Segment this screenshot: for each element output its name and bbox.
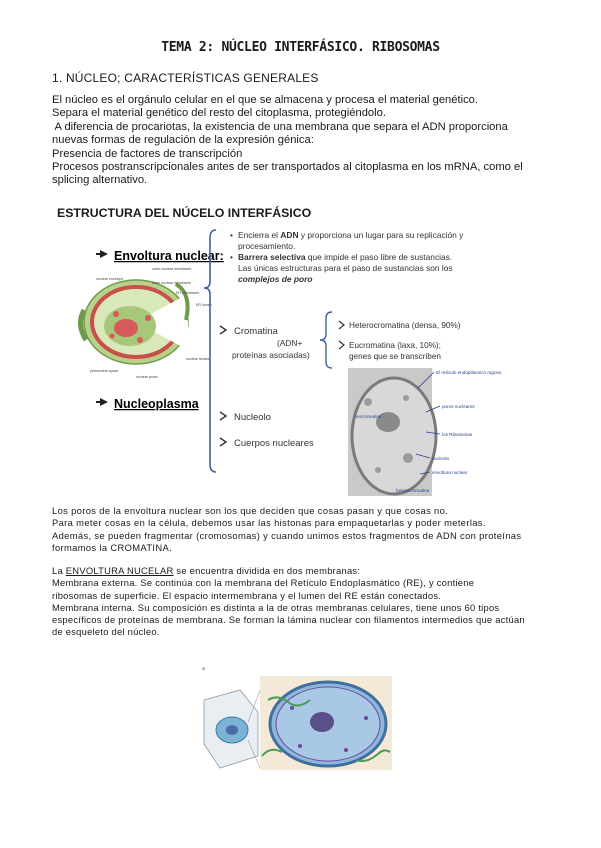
text-line: Procesos postranscripcionales antes de ser transportados al citoplasma en los mRNA, como el [52, 161, 523, 174]
cuerpos-label: Cuerpos nucleares [234, 438, 314, 449]
nucleus-structure-figure [56, 222, 556, 500]
svg-text:Barrera selectiva que impide e: Barrera selectiva que impide el paso libre de sustancias. [238, 252, 453, 262]
text-line: Presencia de factores de transcripción [52, 147, 243, 160]
svg-text:poros nucleares: poros nucleares [442, 404, 475, 409]
cromatina-bracket [320, 312, 332, 368]
page-title: TEMA 2: NÚCLEO INTERFÁSICO. RIBOSOMAS [161, 40, 440, 55]
svg-text:Encierra el ADN y proporciona: Encierra el ADN y proporciona un lugar para su replicación y [238, 230, 464, 240]
text-line: de esqueleto del núcleo. [52, 626, 160, 638]
nucleolo-label: Nucleolo [234, 412, 271, 423]
cromatina-label: Cromatina [234, 326, 278, 337]
poros-paragraph [52, 505, 572, 554]
envoltura-label: Envoltura nuclear: [114, 249, 224, 263]
text-line: Además, se pueden fragmentar (cromosomas) y cuando unimos estos fragmentos de ADN con proteínas [52, 529, 522, 541]
micrograph-image [348, 368, 436, 496]
eucromatina-label: genes que se transcriben [349, 352, 441, 361]
svg-text:nuclear envelope: nuclear envelope [96, 277, 124, 281]
svg-text:El retículo endoplásmico rugos: El retículo endoplásmico rugoso [436, 370, 502, 375]
text-line: formamos la CROMATINA. [52, 541, 173, 553]
envoltura-description [230, 230, 464, 284]
cell-3d-illustration [204, 690, 260, 768]
text-line: Membrana interna. Su composición es distinta a la de otras membranas celulares, tiene unos 60 tipos [52, 601, 500, 613]
chevron-right-icon [339, 341, 344, 349]
figure-heading: ESTRUCTURA DEL NÚCELO INTERFÁSICO [57, 206, 312, 220]
svg-text:nuclear pores: nuclear pores [136, 375, 158, 379]
cromatina-sub: proteínas asociadas) [232, 350, 310, 360]
svg-text:envoltura nuclear: envoltura nuclear [432, 470, 468, 475]
envoltura-paragraph [52, 565, 572, 639]
text-line: Para meter cosas en la célula, debemos usar las histonas para empaquetarlas y poder meterlas. [52, 517, 486, 529]
text-line: splicing alternativo. [52, 174, 148, 187]
svg-text:inner nuclear membrane: inner nuclear membrane [152, 281, 191, 285]
text-line: El núcleo es el orgánulo celular en el que se almacena y procesa el material genético. [52, 94, 478, 106]
text-line: Los poros de la envoltura nuclear son los que deciden que cosas pasan y que cosas no. [52, 505, 449, 516]
svg-text:•: • [230, 252, 233, 262]
svg-text:nuclear lamina: nuclear lamina [186, 357, 210, 361]
arrow-bullet-icon [96, 250, 108, 258]
svg-text:procesamiento.: procesamiento. [238, 241, 296, 251]
chevron-right-icon [220, 412, 226, 420]
svg-text:los Ribosomas: los Ribosomas [442, 432, 473, 437]
svg-text:eucromatina: eucromatina [356, 414, 382, 419]
arrow-bullet-icon [96, 398, 108, 406]
nuclear-envelope-figure [196, 660, 394, 780]
svg-text:heterocromatina: heterocromatina [396, 488, 430, 493]
section-heading-nucleo: 1. NÚCLEO; CARACTERÍSTICAS GENERALES [52, 71, 319, 85]
nucleus-detail-illustration [260, 676, 392, 770]
svg-text:Las únicas estructuras para el: Las únicas estructuras para el paso de sustancias son los [238, 263, 453, 273]
main-bracket [204, 230, 216, 472]
svg-text:nucleolo: nucleolo [432, 456, 450, 461]
text-line: Separa el material genético del resto del citoplasma, protegiéndolo. [52, 107, 386, 120]
nucleus-cutaway-illustration [80, 280, 188, 364]
envoltura-term: ENVOLTURA NUCELAR [65, 565, 174, 576]
text-line: nuevas formas de regulación de la expresión génica: [52, 134, 314, 147]
text-line: A diferencia de procariotas, la existencia de una membrana que separa el ADN proporciona [52, 120, 508, 133]
text-line: ribosomas de superficie. El espacio intermembrana y el lumen del RE están conectados. [52, 589, 442, 601]
text-line: La ENVOLTURA NUCELAR se encuentra dividida en dos membranas: [52, 565, 361, 576]
figure-number: a [202, 666, 205, 672]
chevron-right-icon [339, 321, 344, 329]
svg-text:complejos de poro: complejos de poro [238, 274, 313, 284]
svg-text:•: • [230, 230, 233, 240]
svg-text:perinuclear space: perinuclear space [90, 369, 119, 373]
cromatina-sub: (ADN+ [277, 338, 303, 348]
eucromatina-label: Eucromatina (laxa, 10%); [349, 341, 441, 350]
nucleoplasma-label: Nucleoplasma [114, 397, 199, 411]
svg-text:ER lumen: ER lumen [196, 303, 212, 307]
svg-text:ER membrane: ER membrane [176, 291, 200, 295]
heterocromatina-label: Heterocromatina (densa, 90%) [349, 321, 461, 330]
chevron-right-icon [220, 438, 226, 446]
svg-text:outer nuclear membrane: outer nuclear membrane [152, 267, 192, 271]
text-line: Membrana externa. Se continúa con la membrana del Retículo Endoplasmático (RE), y contiene [52, 577, 475, 589]
chevron-right-icon [220, 326, 226, 334]
intro-paragraph [52, 94, 572, 188]
text-line: específicos de proteínas de membrana. Se forman la lámina nuclear con filamentos intermedios que actúan [52, 614, 525, 626]
